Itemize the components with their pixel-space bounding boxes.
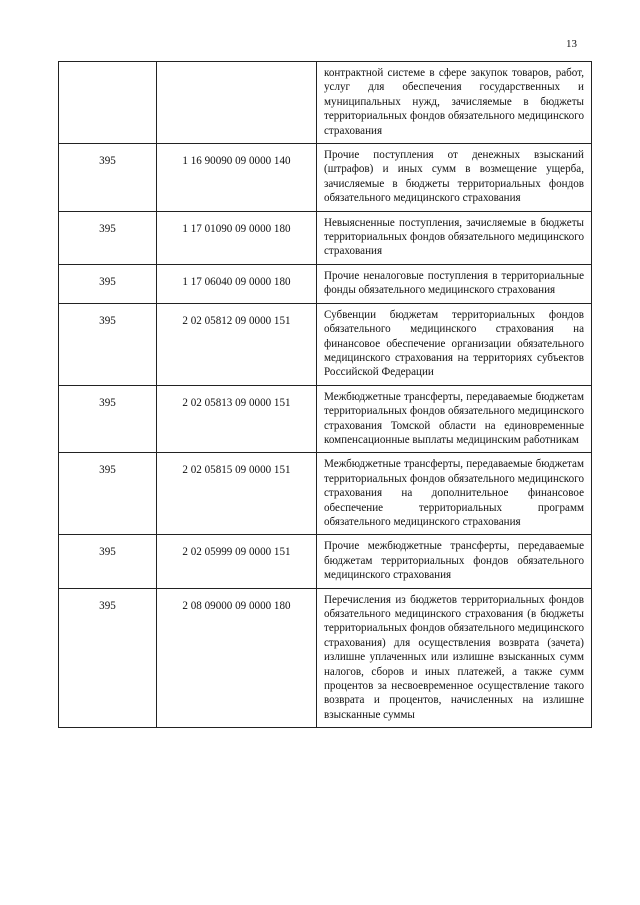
table-row [59,144,592,212]
budget-code-cell: 2 02 05999 09 0000 151 [157,535,317,588]
table-row [59,453,592,535]
budget-code-cell: 2 02 05812 09 0000 151 [157,303,317,385]
description-cell: Прочие неналоговые поступления в территориальные фонды обязательного медицинского страхования [317,264,592,303]
description-cell: Перечисления из бюджетов территориальных фондов обязательного медицинского страхования (в бюджеты территориальных фондов обязательного медицинского страхования) для осуществления возврата (зачета) излишне уплаченных или излишне взысканных сумм налогов, сборов и иных платежей, а также сумм процентов за несвоевременное осуществление такого возврата и процентов, начисленных на излишне взысканные суммы [317,588,592,728]
table-row [59,62,592,144]
description-cell: контрактной системе в сфере закупок товаров, работ, услуг для обеспечения государственных и муниципальных нужд, зачисляемые в бюджеты территориальных фондов обязательного медицинского страхования [317,62,592,144]
table-row [59,303,592,385]
admin-code-cell: 395 [59,453,157,535]
description-cell: Межбюджетные трансферты, передаваемые бюджетам территориальных фондов обязательного медицинского страхования Томской области на единовременные компенсационные выплаты медицинским работникам [317,385,592,453]
budget-code-cell: 1 17 01090 09 0000 180 [157,211,317,264]
table-row [59,264,592,303]
table-row [59,588,592,728]
admin-code-cell: 395 [59,264,157,303]
description-cell: Прочие поступления от денежных взысканий (штрафов) и иных сумм в возмещение ущерба, зачисляемые в бюджеты территориальных фондов обязательного медицинского страхования [317,144,592,212]
revenue-codes-table [58,61,592,728]
admin-code-cell: 395 [59,144,157,212]
description-cell: Прочие межбюджетные трансферты, передаваемые бюджетам территориальных фондов обязательного медицинского страхования [317,535,592,588]
page-number: 13 [566,38,577,50]
budget-code-cell [157,62,317,144]
budget-code-cell: 2 02 05813 09 0000 151 [157,385,317,453]
admin-code-cell: 395 [59,535,157,588]
table-row [59,211,592,264]
admin-code-cell: 395 [59,385,157,453]
budget-code-cell: 2 02 05815 09 0000 151 [157,453,317,535]
description-cell: Межбюджетные трансферты, передаваемые бюджетам территориальных фондов обязательного медицинского страхования на дополнительное финансовое обеспечение территориальных программ обязательного медицинского страхования [317,453,592,535]
description-cell: Субвенции бюджетам территориальных фондов обязательного медицинского страхования на финансовое обеспечение организации обязательного медицинского страхования на территориях субъектов Российской Федерации [317,303,592,385]
description-cell: Невыясненные поступления, зачисляемые в бюджеты территориальных фондов обязательного медицинского страхования [317,211,592,264]
admin-code-cell [59,62,157,144]
table-row [59,535,592,588]
admin-code-cell: 395 [59,211,157,264]
budget-code-cell: 2 08 09000 09 0000 180 [157,588,317,728]
admin-code-cell: 395 [59,303,157,385]
admin-code-cell: 395 [59,588,157,728]
budget-code-cell: 1 16 90090 09 0000 140 [157,144,317,212]
table-row [59,385,592,453]
budget-code-cell: 1 17 06040 09 0000 180 [157,264,317,303]
